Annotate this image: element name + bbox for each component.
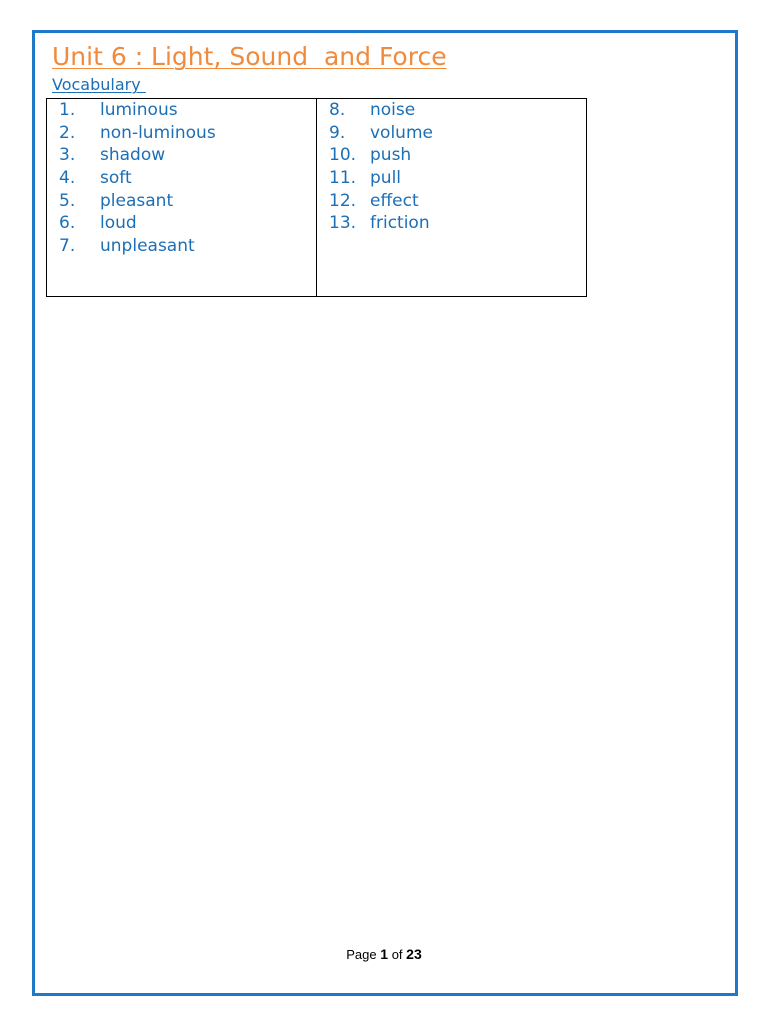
page-title: Unit 6 : Light, Sound and Force — [52, 42, 447, 71]
item-number: 9. — [329, 122, 346, 143]
vocabulary-column-right — [317, 99, 587, 297]
vocabulary-word: friction — [370, 213, 430, 234]
footer-current-page: 1 — [380, 946, 389, 962]
section-heading-vocabulary: Vocabulary — [52, 75, 146, 94]
item-number: 8. — [329, 100, 346, 120]
item-number: 6. — [59, 213, 76, 234]
list-item — [317, 122, 586, 145]
list-item — [317, 144, 586, 167]
vocabulary-list-left — [47, 99, 316, 258]
vocabulary-table-row — [47, 99, 587, 297]
item-number: 3. — [59, 145, 76, 166]
list-item — [47, 122, 316, 145]
list-item — [317, 99, 586, 122]
vocabulary-word: effect — [370, 190, 419, 211]
item-number: 13. — [329, 213, 357, 234]
footer-total-pages: 23 — [406, 946, 422, 962]
list-item — [317, 167, 586, 190]
item-number: 2. — [59, 122, 76, 143]
vocabulary-word: unpleasant — [100, 236, 195, 257]
list-item — [47, 144, 316, 167]
vocabulary-word: push — [370, 145, 412, 166]
vocabulary-word: pleasant — [100, 190, 174, 211]
vocabulary-table — [46, 98, 587, 297]
list-item — [47, 235, 316, 258]
list-item — [47, 212, 316, 235]
item-number: 1. — [59, 100, 76, 120]
footer-of-label: of — [391, 947, 403, 962]
item-number: 12. — [329, 190, 357, 211]
vocabulary-word: non-luminous — [100, 122, 216, 143]
footer-page-label: Page — [346, 947, 377, 962]
vocabulary-word: shadow — [100, 145, 166, 166]
vocabulary-word: loud — [100, 213, 137, 234]
vocabulary-word: noise — [370, 100, 416, 120]
item-number: 10. — [329, 145, 357, 166]
vocabulary-word: volume — [370, 122, 433, 143]
item-number: 11. — [329, 168, 357, 189]
vocabulary-word: pull — [370, 168, 402, 189]
list-item — [317, 212, 586, 235]
vocabulary-list-right — [317, 99, 586, 235]
item-number: 7. — [59, 236, 76, 257]
list-item — [47, 99, 316, 122]
vocabulary-column-left — [47, 99, 317, 297]
item-number: 5. — [59, 190, 76, 211]
list-item — [47, 167, 316, 190]
vocabulary-word: soft — [100, 168, 132, 189]
item-number: 4. — [59, 168, 76, 189]
page-footer — [0, 946, 768, 962]
list-item — [47, 190, 316, 213]
list-item — [317, 190, 586, 213]
vocabulary-word: luminous — [100, 100, 178, 120]
